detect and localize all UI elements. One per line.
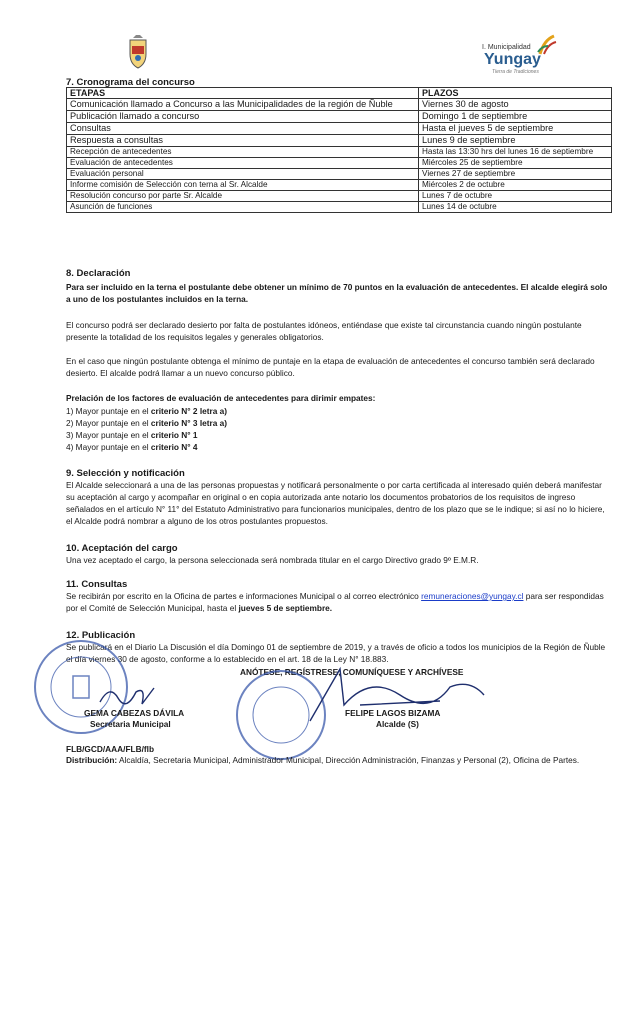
plazo-cell: Lunes 14 de octubre [419, 202, 612, 213]
section11-deadline: jueves 5 de septiembre. [238, 603, 333, 613]
left-signer-title: Secretaria Municipal [90, 719, 171, 729]
prelacion-list [66, 405, 612, 453]
distribution [66, 754, 612, 766]
table-row [67, 99, 612, 111]
section7-title: 7. Cronograma del concurso [66, 77, 195, 88]
section8-title: 8. Declaración [66, 268, 131, 279]
table-row [67, 158, 612, 169]
table-row [67, 202, 612, 213]
logo-line1: I. Municipalidad [482, 44, 531, 51]
etapa-cell: Informe comisión de Selección con terna al Sr. Alcalde [67, 180, 419, 191]
section9-title: 9. Selección y notificación [66, 468, 185, 479]
distribution-label: Distribución: [66, 755, 118, 765]
list-item [66, 429, 612, 441]
list-item-prefix: 1) Mayor puntaje en el [66, 406, 151, 416]
plazo-cell: Miércoles 2 de octubre [419, 180, 612, 191]
list-item-prefix: 4) Mayor puntaje en el [66, 442, 151, 452]
col-etapas: ETAPAS [67, 88, 419, 99]
etapa-cell: Publicación llamado a concurso [67, 111, 419, 123]
left-signer-name: GEMA CABEZAS DÁVILA [84, 708, 185, 718]
plazo-cell: Hasta el jueves 5 de septiembre [419, 123, 612, 135]
plazo-cell: Lunes 7 de octubre [419, 191, 612, 202]
table-row [67, 111, 612, 123]
table-row [67, 135, 612, 147]
etapa-cell: Consultas [67, 123, 419, 135]
right-signer-title: Alcalde (S) [376, 719, 419, 729]
section8-bold-para: Para ser incluido en la terna el postulante debe obtener un mínimo de 70 puntos en la evaluación de antecedentes. El alcalde elegirá solo a uno de los postulantes incluidos en la terna. [66, 282, 608, 304]
logo-line2: Yungay [484, 51, 541, 68]
etapa-cell: Evaluación de antecedentes [67, 158, 419, 169]
list-item-prefix: 3) Mayor puntaje en el [66, 430, 151, 440]
section11-title: 11. Consultas [66, 579, 128, 590]
right-signer-name: FELIPE LAGOS BIZAMA [345, 708, 441, 718]
table-header-row [67, 88, 612, 99]
etapa-cell: Evaluación personal [67, 169, 419, 180]
section11-text-a: Se recibirán por escrito en la Oficina de partes e informaciones Municipal o al correo electrónico [66, 591, 422, 601]
plazo-cell: Miércoles 25 de septiembre [419, 158, 612, 169]
col-plazos: PLAZOS [419, 88, 612, 99]
table-row [67, 191, 612, 202]
municipality-logo [478, 34, 558, 78]
section11-text-b: para ser respondidas por el Comité de Selección Municipal, hasta el [66, 591, 604, 613]
list-item [66, 441, 612, 453]
list-item-criterion: criterio N° 4 [150, 442, 198, 452]
coat-of-arms-logo [124, 34, 152, 70]
plazo-cell: Lunes 9 de septiembre [419, 135, 612, 147]
section12-title: 12. Publicación [66, 630, 136, 641]
plazo-cell: Domingo 1 de septiembre [419, 111, 612, 123]
list-item-prefix: 2) Mayor puntaje en el [66, 418, 151, 428]
etapa-cell: Asunción de funciones [67, 202, 419, 213]
plazo-cell: Hasta las 13:30 hrs del lunes 16 de septiembre [419, 147, 612, 158]
email-link[interactable]: remuneraciones@yungay.cl [421, 591, 524, 601]
etapa-cell: Respuesta a consultas [67, 135, 419, 147]
table-row [67, 123, 612, 135]
closing-formula: ANÓTESE, REGÍSTRESE, COMUNÍQUESE Y ARCHÍVESE [240, 667, 464, 677]
left-signature [96, 680, 166, 710]
etapa-cell: Comunicación llamado a Concurso a las Municipalidades de la región de Ñuble [67, 99, 419, 111]
list-item-criterion: criterio N° 1 [150, 430, 198, 440]
section10-title: 10. Aceptación del cargo [66, 543, 178, 554]
list-item [66, 405, 612, 417]
section8-para2: En el caso que ningún postulante obtenga el mínimo de puntaje en la etapa de evaluación de antecedentes el concurso también será declarado desierto. El alcalde podrá llamar a un nuevo concurso público. [66, 356, 595, 378]
table-row [67, 169, 612, 180]
section10-para: Una vez aceptado el cargo, la persona seleccionada será nombrada titular en el cargo Directivo grado 9º E.M.R. [66, 555, 479, 565]
distribution-text: Alcaldía, Secretaria Municipal, Administrador Municipal, Dirección Administración, Finanzas y Personal (2), Oficina de Partes. [117, 755, 580, 765]
etapa-cell: Recepción de antecedentes [67, 147, 419, 158]
logo-tagline: Tierra de Tradiciones [492, 69, 539, 75]
plazo-cell: Viernes 27 de septiembre [419, 169, 612, 180]
schedule-table [66, 87, 612, 213]
etapa-cell: Resolución concurso por parte Sr. Alcalde [67, 191, 419, 202]
section9-para: El Alcalde seleccionará a una de las personas propuestas y notificará personalmente o por carta certificada al interesado quién deberá manifestar su aceptación al cargo y acompañar en original o en copia autorizada ante notario los documentos probatorios de los requisitos de ingreso señalados en el artículo N° 11° del Estatuto Administrativo para funcionarios municipales, dentro de los plazo que se le indique; si así no lo hiciere, el Alcalde podrá nombrar a alguno de los otros postulantes propuestos. [66, 480, 605, 526]
plazo-cell: Viernes 30 de agosto [419, 99, 612, 111]
list-item-criterion: criterio N° 2 letra a) [150, 406, 228, 416]
section12-para: Se publicará en el Diario La Discusión el día Domingo 01 de septiembre de 2019, y a través de oficio a todos los municipios de la Región de Ñuble el día viernes 30 de agosto, conforme a lo establecido en el art. 18 de la Ley N° 18.883. [66, 642, 606, 664]
prelacion-title: Prelación de los factores de evaluación de antecedentes para dirimir empates: [66, 393, 376, 403]
list-item [66, 417, 612, 429]
table-row [67, 147, 612, 158]
table-row [67, 180, 612, 191]
section8-para1: El concurso podrá ser declarado desierto por falta de postulantes idóneos, entiéndase que existe tal circunstancia cuando ningún postulante presente la totalidad de los requisitos legales y generales obligatorios. [66, 320, 582, 342]
initials: FLB/GCD/AAA/FLB/flb [66, 744, 155, 754]
section11-para [66, 590, 612, 614]
list-item-criterion: criterio N° 3 letra a) [150, 418, 228, 428]
